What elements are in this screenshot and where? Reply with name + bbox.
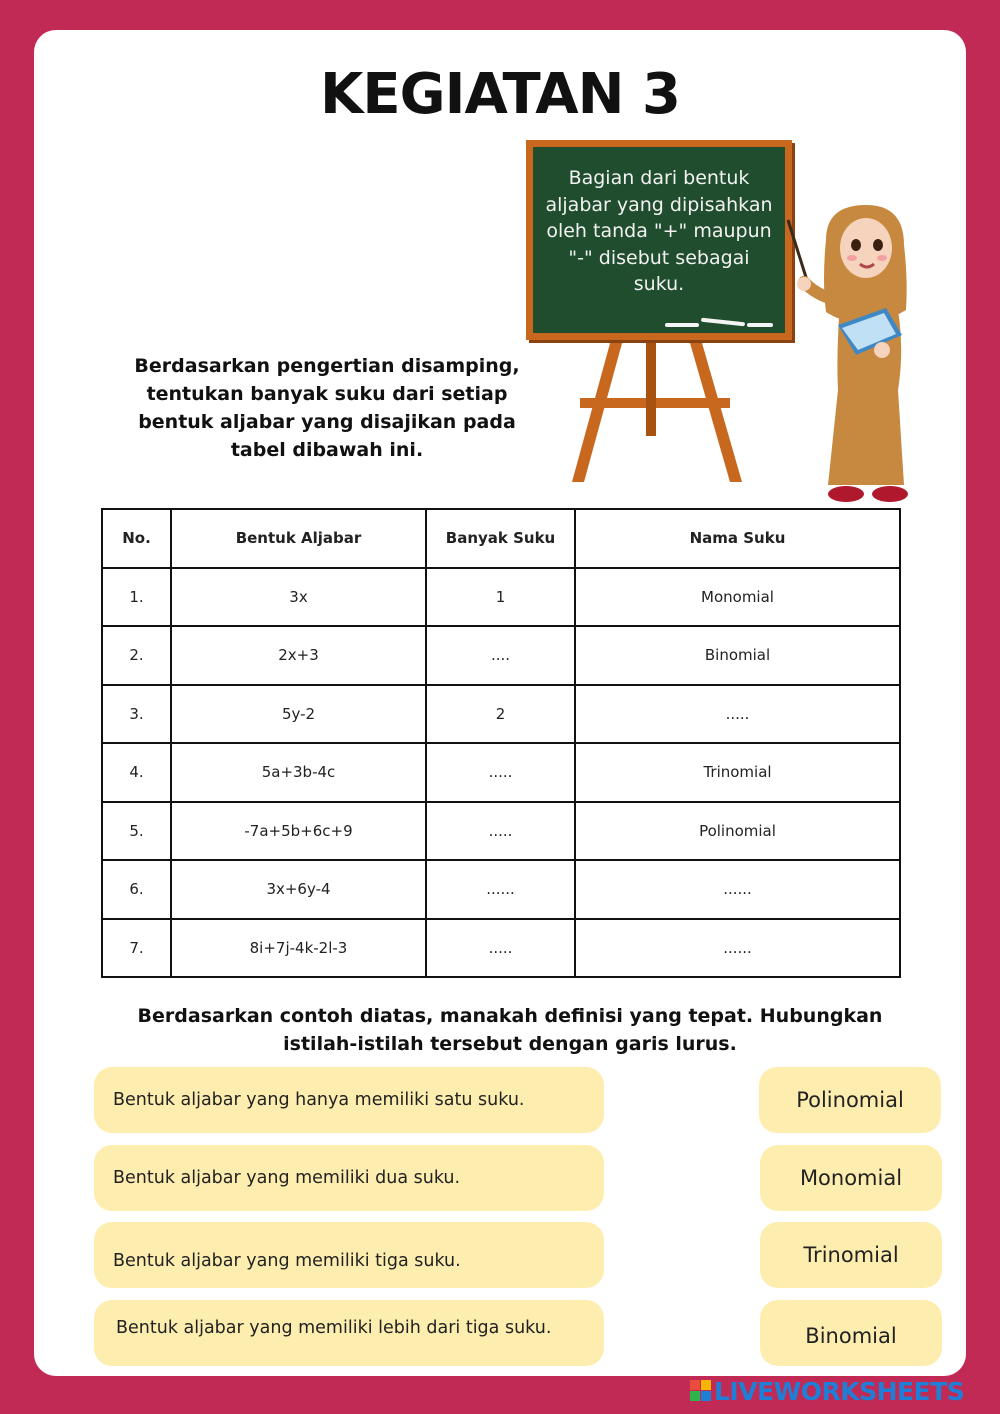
row-number: 2.: [102, 626, 171, 685]
term-name: Monomial: [575, 568, 900, 627]
algebra-expression: 5y-2: [171, 685, 426, 744]
table-header-row: [102, 509, 900, 568]
definition-text: Bagian dari bentuk aljabar yang dipisahkan oleh tanda "+" maupun "-" disebut sebagai suku.: [545, 167, 773, 295]
definition-item-polinomial[interactable]: Bentuk aljabar yang memiliki lebih dari tiga suku.: [94, 1300, 604, 1366]
algebra-expression: -7a+5b+6c+9: [171, 802, 426, 861]
teacher-illustration-icon: [786, 200, 936, 510]
term-trinomial[interactable]: Trinomial: [760, 1222, 942, 1288]
algebra-expression: 3x: [171, 568, 426, 627]
liveworksheets-logo-icon: [690, 1380, 712, 1402]
term-name-answer-field[interactable]: .....: [575, 685, 900, 744]
table-row: [102, 802, 900, 861]
table-row: [102, 919, 900, 978]
table-row: [102, 685, 900, 744]
row-number: 7.: [102, 919, 171, 978]
definition-item-binomial[interactable]: Bentuk aljabar yang memiliki dua suku.: [94, 1145, 604, 1211]
algebra-table: [101, 508, 901, 978]
instruction-text: Berdasarkan pengertian disamping, tentukan banyak suku dari setiap bentuk aljabar yang disajikan pada tabel dibawah ini.: [134, 355, 520, 461]
header-bentuk-aljabar: Bentuk Aljabar: [171, 509, 426, 568]
term-name: Binomial: [575, 626, 900, 685]
term-name: Polinomial: [575, 802, 900, 861]
header-nama-suku: Nama Suku: [575, 509, 900, 568]
definition-item-monomial[interactable]: Bentuk aljabar yang hanya memiliki satu suku.: [94, 1067, 604, 1133]
term-binomial[interactable]: Binomial: [760, 1300, 942, 1366]
algebra-expression: 3x+6y-4: [171, 860, 426, 919]
chalk-piece: [701, 318, 745, 327]
algebra-expression: 8i+7j-4k-2l-3: [171, 919, 426, 978]
term-count-answer-field[interactable]: ......: [426, 860, 575, 919]
page-title: KEGIATAN 3: [320, 62, 680, 127]
definition-item-trinomial[interactable]: Bentuk aljabar yang memiliki tiga suku.: [94, 1222, 604, 1288]
term-count: 1: [426, 568, 575, 627]
matching-question: Berdasarkan contoh diatas, manakah definisi yang tepat. Hubungkan istilah-istilah tersebut dengan garis lurus.: [137, 1005, 883, 1055]
term-polinomial[interactable]: Polinomial: [759, 1067, 941, 1133]
table-row: [102, 626, 900, 685]
table-row: [102, 743, 900, 802]
chalk-piece: [747, 323, 773, 327]
term-count: 2: [426, 685, 575, 744]
term-count-answer-field[interactable]: .....: [426, 802, 575, 861]
term-name-answer-field[interactable]: ......: [575, 860, 900, 919]
row-number: 4.: [102, 743, 171, 802]
term-count-answer-field[interactable]: ....: [426, 626, 575, 685]
header-banyak-suku: Banyak Suku: [426, 509, 575, 568]
algebra-expression: 5a+3b-4c: [171, 743, 426, 802]
term-name-answer-field[interactable]: ......: [575, 919, 900, 978]
table-row: [102, 568, 900, 627]
brand-footer: [690, 1376, 990, 1406]
algebra-expression: 2x+3: [171, 626, 426, 685]
chalkboard-panel: [526, 140, 792, 340]
brand-name: LIVEWORKSHEETS: [714, 1376, 965, 1406]
term-count-answer-field[interactable]: .....: [426, 743, 575, 802]
row-number: 5.: [102, 802, 171, 861]
row-number: 6.: [102, 860, 171, 919]
term-name: Trinomial: [575, 743, 900, 802]
term-monomial[interactable]: Monomial: [760, 1145, 942, 1211]
table-row: [102, 860, 900, 919]
chalk-piece: [665, 323, 699, 327]
header-no: No.: [102, 509, 171, 568]
term-count-answer-field[interactable]: .....: [426, 919, 575, 978]
chalkboard: [520, 136, 800, 486]
row-number: 3.: [102, 685, 171, 744]
row-number: 1.: [102, 568, 171, 627]
